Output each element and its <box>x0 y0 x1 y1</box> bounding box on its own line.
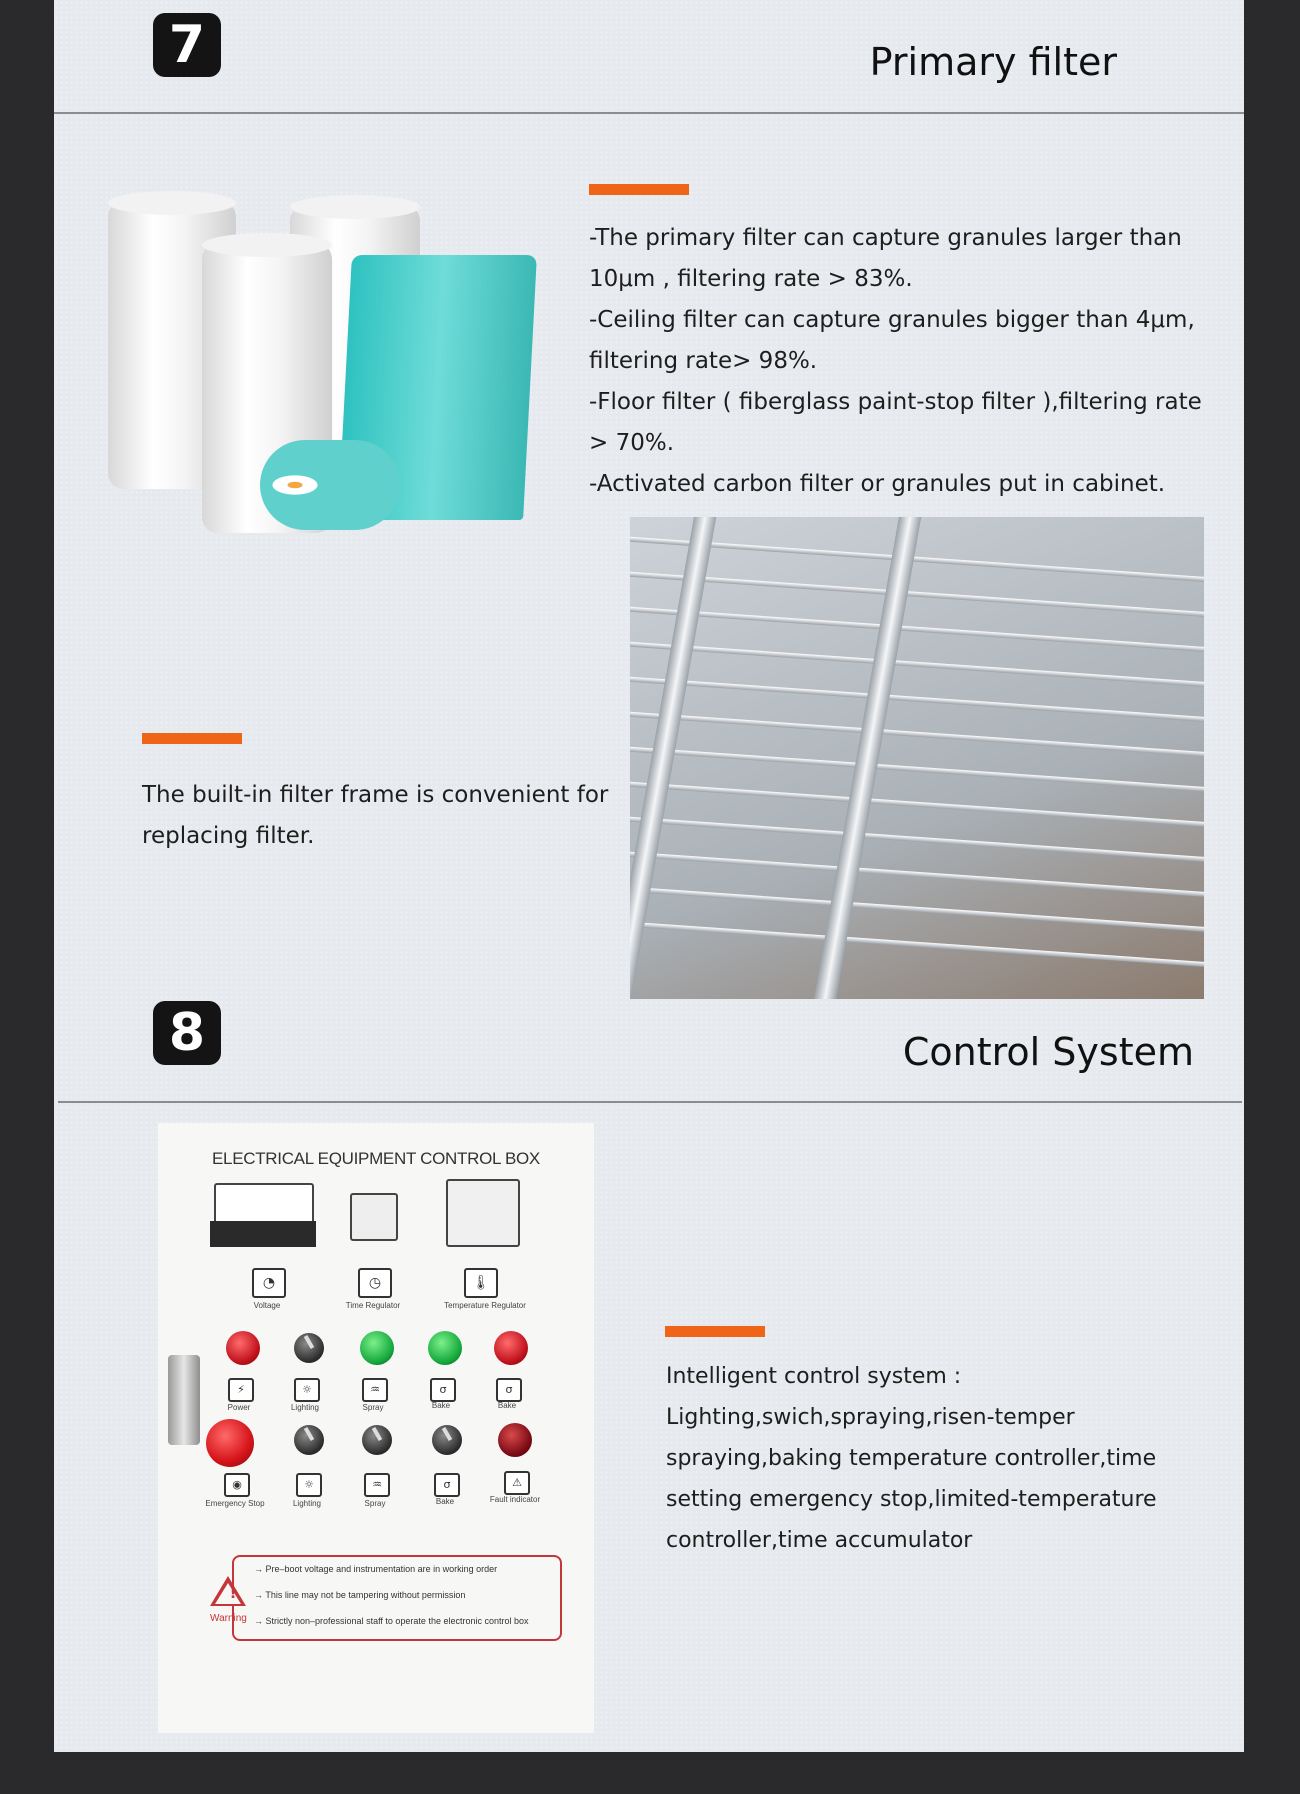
filter-spec-item: -Activated carbon filter or granules put in cabinet. <box>589 471 1166 497</box>
description-line: Lighting,swich,spraying,risen-temper <box>666 1405 1075 1430</box>
description-line: Intelligent control system : <box>666 1364 962 1389</box>
filter-spec-list <box>589 218 1219 505</box>
power-icon: ⚡ <box>228 1378 254 1402</box>
button-label: Bake <box>435 1497 455 1506</box>
button-label: Power <box>227 1403 251 1412</box>
button-label: Bake <box>497 1401 517 1410</box>
filter-spec-item: -Floor filter ( fiberglass paint-stop filter ),filtering rate > 70%. <box>589 389 1202 456</box>
filter-rolls-image <box>100 195 540 540</box>
button-label: Fault indicator <box>489 1495 541 1504</box>
warning-label: Warning <box>210 1613 247 1624</box>
warning-line: → Pre–boot voltage and instrumentation are in working order <box>254 1564 498 1574</box>
control-box-image: ELECTRICAL EQUIPMENT CONTROL BOX ◔ ◷ 🌡 Voltage Time Regulator Temperature Regulator ⚡ ☼ ♒ σ σ Power Lighting Spray Bake Bake ◉ ☼ ♒ σ ⚠ Emergency Stop Lighting Spray Bake Fault indicator ! Warning → Pre–boot voltage and instrumentation are in working order → This line may not be tampering without permission → Strictly non–professional staff to operate the electronic control box <box>158 1123 594 1733</box>
section-8-badge: 8 <box>153 1001 221 1065</box>
spray-switch <box>362 1425 392 1455</box>
accent-bar <box>142 733 242 744</box>
voltage-icon: ◔ <box>252 1268 286 1298</box>
meter-label: Time Regulator <box>345 1301 401 1310</box>
clock-icon: ◷ <box>358 1268 392 1298</box>
warning-line: → This line may not be tampering without permission <box>254 1590 466 1600</box>
button-label: Lighting <box>292 1499 322 1508</box>
lamp-icon: ☼ <box>296 1473 322 1497</box>
power-light <box>226 1331 260 1365</box>
accent-bar <box>665 1326 765 1337</box>
meter-label: Voltage <box>253 1301 281 1310</box>
thermometer-icon: 🌡 <box>464 1268 498 1298</box>
fault-light <box>498 1423 532 1457</box>
timer-icon <box>350 1193 398 1241</box>
lighting-switch-2 <box>294 1425 324 1455</box>
lighting-switch <box>294 1333 324 1363</box>
warning-line: → Strictly non–professional staff to operate the electronic control box <box>254 1616 529 1626</box>
button-label: Spray <box>364 1499 386 1508</box>
button-label: Spray <box>362 1403 384 1412</box>
fan-icon: σ <box>496 1378 522 1402</box>
meter-label: Temperature Regulator <box>444 1301 526 1310</box>
fan-icon: σ <box>434 1473 460 1497</box>
button-label: Emergency Stop <box>205 1499 265 1508</box>
filter-spec-item: -The primary filter can capture granules larger than 10μm , filtering rate > 83%. <box>589 225 1182 292</box>
section-7-badge: 7 <box>153 13 221 77</box>
description-line: setting emergency stop,limited-temperature <box>666 1487 1157 1512</box>
section-8-title: Control System <box>902 1030 1194 1074</box>
fan-icon: σ <box>430 1378 456 1402</box>
description-line: spraying,baking temperature controller,time <box>666 1446 1157 1471</box>
section-7-divider <box>54 112 1244 114</box>
filter-frame-image <box>630 517 1204 999</box>
bake-light-2 <box>494 1331 528 1365</box>
door-latch <box>168 1355 200 1445</box>
section-7-title: Primary filter <box>869 40 1117 84</box>
accent-bar <box>589 184 689 195</box>
section-8-divider <box>58 1101 1242 1103</box>
control-box-title: ELECTRICAL EQUIPMENT CONTROL BOX <box>212 1149 540 1168</box>
stop-icon: ◉ <box>224 1473 250 1497</box>
thermostat-icon <box>446 1179 520 1247</box>
emergency-stop-button <box>206 1419 254 1467</box>
bake-light <box>428 1331 462 1365</box>
spray-icon: ♒ <box>362 1378 388 1402</box>
spray-icon: ♒ <box>364 1473 390 1497</box>
bake-switch <box>432 1425 462 1455</box>
button-label: Bake <box>431 1401 451 1410</box>
lamp-icon: ☼ <box>294 1378 320 1402</box>
button-label: Lighting <box>290 1403 320 1412</box>
description-line: controller,time accumulator <box>666 1528 973 1553</box>
control-system-description <box>666 1356 1226 1561</box>
filter-spec-item: -Ceiling filter can capture granules bigger than 4μm, filtering rate> 98%. <box>589 307 1195 374</box>
spray-light <box>360 1331 394 1365</box>
frame-caption: The built-in filter frame is convenient for replacing filter. <box>142 782 609 849</box>
warning-icon: ⚠ <box>504 1471 530 1495</box>
